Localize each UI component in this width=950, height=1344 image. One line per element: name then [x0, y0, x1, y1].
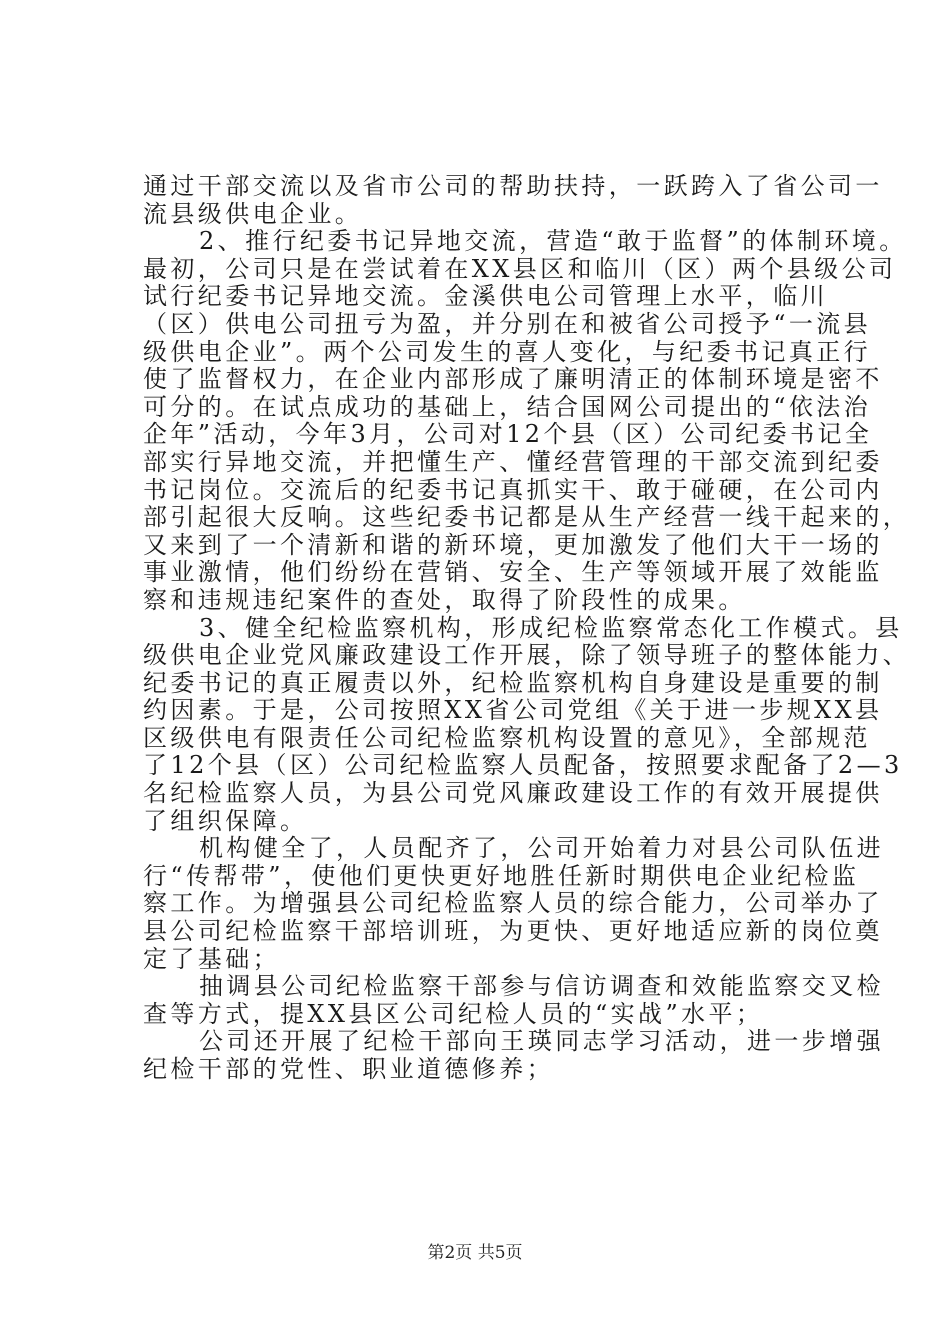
text-line: 2、推行纪委书记异地交流，营造“敢于监督”的体制环境。 — [199, 227, 907, 256]
text-line: 了组织保障。 — [143, 806, 308, 835]
text-line: 区级供电有限责任公司纪检监察机构设置的意见》，全部规范 — [143, 723, 871, 752]
page-footer — [0, 1238, 950, 1263]
text-line: 级供电企业党风廉政建设工作开展，除了领导班子的整体能力、 — [143, 641, 911, 670]
text-line: 机构健全了，人员配齐了，公司开始着力对县公司队伍进 — [199, 834, 884, 863]
text-line: 最初，公司只是在尝试着在XX县区和临川（区）两个县级公司 — [143, 254, 897, 283]
text-line: 察和违规违纪案件的查处，取得了阶段性的成果。 — [143, 585, 746, 614]
text-line: 定了基础； — [143, 944, 280, 973]
text-line: 了12个县（区）公司纪检监察人员配备，按照要求配备了2—3 — [143, 751, 903, 780]
text-line: 部引起很大反响。这些纪委书记都是从生产经营一线干起来的， — [143, 503, 911, 532]
text-line: 流县级供电企业。 — [143, 199, 363, 228]
text-line: 察工作。为增强县公司纪检监察人员的综合能力，公司举办了 — [143, 889, 883, 918]
text-line: 企年”活动，今年3月，公司对12个县（区）公司纪委书记全 — [143, 420, 873, 449]
text-line: 事业激情，他们纷纷在营销、安全、生产等领域开展了效能监 — [143, 558, 883, 587]
text-line: 又来到了一个清新和谐的新环境，更加激发了他们大干一场的 — [143, 530, 883, 559]
text-line: 书记岗位。交流后的纪委书记真抓实干、敢于碰硬，在公司内 — [143, 475, 883, 504]
text-line: （区）供电公司扭亏为盈，并分别在和被省公司授予“一流县 — [143, 309, 872, 338]
text-line: 县公司纪检监察干部培训班，为更快、更好地适应新的岗位奠 — [143, 917, 883, 946]
page-number: 第2页 共5页 — [427, 1243, 523, 1263]
text-line: 使了监督权力，在企业内部形成了廉明清正的体制环境是密不 — [143, 365, 883, 394]
text-line: 试行纪委书记异地交流。金溪供电公司管理上水平，临川 — [143, 282, 828, 311]
text-line: 行“传帮带”，使他们更快更好地胜任新时期供电企业纪检监 — [143, 861, 860, 890]
text-line: 抽调县公司纪检监察干部参与信访调查和效能监察交叉检 — [199, 972, 884, 1001]
text-line: 纪委书记的真正履责以外，纪检监察机构自身建设是重要的制 — [143, 668, 883, 697]
text-line: 级供电企业”。两个公司发生的喜人变化，与纪委书记真正行 — [143, 337, 872, 366]
text-line: 公司还开展了纪检干部向王瑛同志学习活动，进一步增强 — [199, 1027, 884, 1056]
text-line: 3、健全纪检监察机构，形成纪检监察常态化工作模式。县 — [199, 613, 903, 642]
text-line: 约因素。于是，公司按照XX省公司党组《关于进一步规XX县 — [143, 696, 883, 725]
text-line: 通过干部交流以及省市公司的帮助扶持，一跃跨入了省公司一 — [143, 172, 883, 200]
text-line: 纪检干部的党性、职业道德修养； — [143, 1055, 554, 1083]
text-line: 名纪检监察人员，为县公司党风廉政建设工作的有效开展提供 — [143, 779, 883, 808]
document-body — [143, 172, 911, 1084]
text-line: 查等方式，提XX县区公司纪检人员的“实战”水平； — [143, 999, 764, 1028]
text-line: 可分的。在试点成功的基础上，结合国网公司提出的“依法治 — [143, 392, 872, 421]
text-line: 部实行异地交流，并把懂生产、懂经营管理的干部交流到纪委 — [143, 447, 883, 476]
